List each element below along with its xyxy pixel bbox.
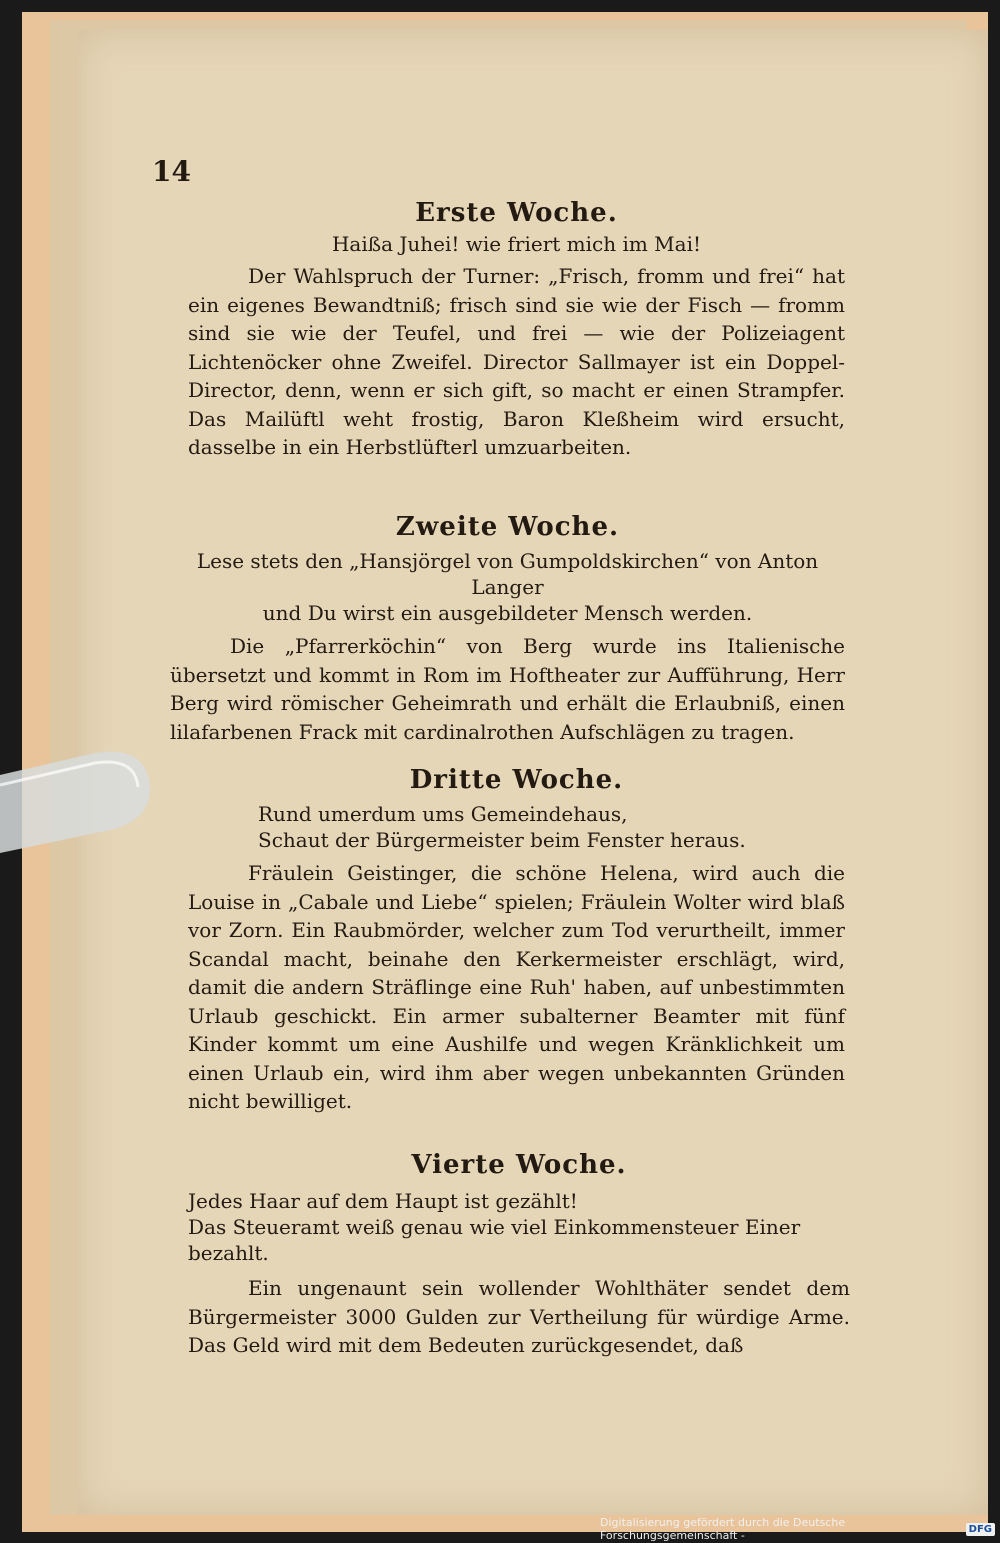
week-4-paragraph: Ein ungenaunt sein wollender Wohlthäter sendet dem Bürgermeister 3000 Gulden zur Vertheilung für würdige Arme. Das Geld wird mit dem Bedeuten zurückgesendet, daß bbox=[188, 1276, 850, 1357]
week-3-section bbox=[188, 765, 845, 1116]
week-4-heading: Vierte Woche. bbox=[411, 1150, 627, 1180]
week-2-section bbox=[170, 512, 845, 746]
week-1-section bbox=[188, 198, 845, 462]
week-3-motto bbox=[258, 801, 845, 853]
week-1-paragraph: Der Wahlspruch der Turner: „Frisch, fromm und frei“ hat ein eigenes Bewandtniß; frisch sind sie wie der Fisch — fromm sind sie wie der Teufel, und frei — wie der Polizeiagent Lichtenöcker ohne Zweifel. Director Sallmayer ist ein Doppel-Director, denn, wenn er sich gift, so macht er einen Strampfer. Das Mailüftl weht frostig, Baron Kleßheim wird ersucht, dasselbe in ein Herbstlüfterl umzuarbeiten. bbox=[188, 264, 845, 459]
week-3-motto-line-2: Schaut der Bürgermeister beim Fenster heraus. bbox=[258, 828, 746, 852]
week-2-heading: Zweite Woche. bbox=[395, 512, 620, 542]
week-1-heading: Erste Woche. bbox=[415, 198, 618, 228]
footer-text: Digitalisierung gefördert durch die Deutsche Forschungsgemeinschaft - bbox=[600, 1516, 846, 1542]
week-4-motto-line-2: Das Steueramt weiß genau wie viel Einkommensteuer Einer bezahlt. bbox=[188, 1215, 801, 1265]
week-2-motto bbox=[170, 548, 845, 626]
page-clip-icon bbox=[0, 745, 150, 855]
week-2-motto-line-2: und Du wirst ein ausgebildeter Mensch werden. bbox=[262, 601, 753, 625]
footer-credit bbox=[600, 1518, 995, 1540]
dfg-logo-icon: DFG bbox=[966, 1523, 995, 1536]
week-3-heading: Dritte Woche. bbox=[409, 765, 624, 795]
week-3-motto-line-1: Rund umerdum ums Gemeindehaus, bbox=[258, 802, 628, 826]
week-4-section bbox=[188, 1150, 850, 1360]
week-4-motto bbox=[188, 1188, 850, 1266]
week-1-motto: Haißa Juhei! wie friert mich im Mai! bbox=[331, 232, 702, 256]
week-2-paragraph: Die „Pfarrerköchin“ von Berg wurde ins Italienische übersetzt und kommt in Rom im Hoftheater zur Aufführung, Herr Berg wird römischer Geheimrath und erhält die Erlaubniß, einen lilafarbenen Frack mit cardinalrothen Aufschlägen zu tragen. bbox=[170, 634, 845, 744]
week-3-paragraph: Fräulein Geistinger, die schöne Helena, wird auch die Louise in „Cabale und Liebe“ spielen; Fräulein Wolter wird blaß vor Zorn. Ein Raubmörder, welcher zum Tod verurtheilt, immer Scandal macht, beinahe den Kerkermeister erschlägt, wird, damit die andern Sträflinge eine Ruh' haben, auf unbestimmten Urlaub geschickt. Ein armer subalterner Beamter mit fünf Kinder kommt um eine Aushilfe und wegen Kränklichkeit um einen Urlaub ein, wird ihm aber wegen unbekannten Gründen nicht bewilliget. bbox=[188, 861, 845, 1113]
week-2-motto-line-1: Lese stets den „Hansjörgel von Gumpoldskirchen“ von Anton Langer bbox=[196, 549, 819, 599]
page-number: 14 bbox=[152, 155, 191, 188]
week-4-motto-line-1: Jedes Haar auf dem Haupt ist gezählt! bbox=[188, 1189, 578, 1213]
